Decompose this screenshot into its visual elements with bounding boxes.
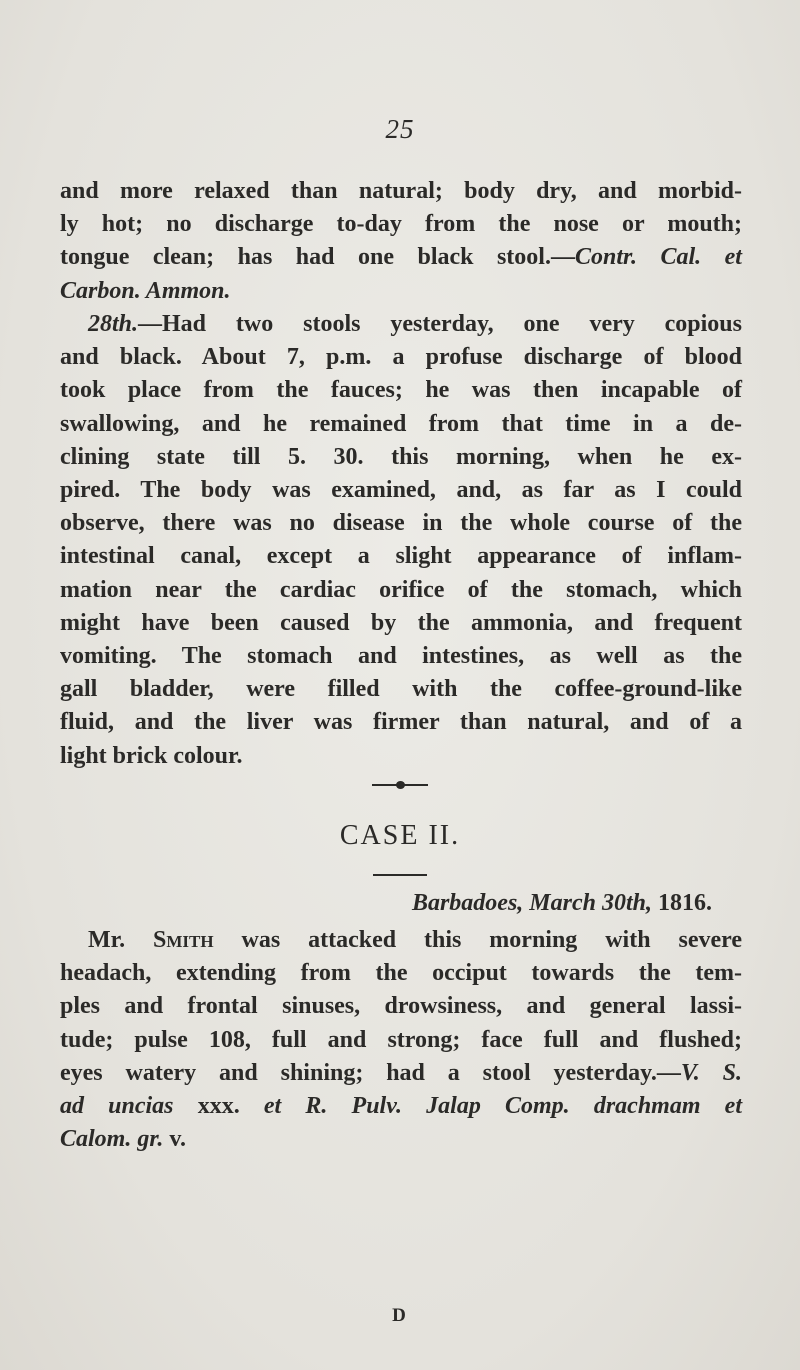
text-line: pired. The body was examined, and, as far as I could: [60, 477, 742, 504]
text-line: Calom. gr. v.: [60, 1126, 187, 1153]
text-line: swallowing, and he remained from that time in a de-: [60, 410, 742, 437]
section-ornament: [372, 781, 428, 789]
case-heading: CASE II.: [339, 820, 461, 851]
text-line: took place from the fauces; he was then incapable of: [60, 377, 742, 404]
text-line: and more relaxed than natural; body dry, and morbid-: [60, 178, 742, 204]
prescription-text: Carbon. Ammon.: [60, 277, 231, 304]
text-line: might have been caused by the ammonia, and frequent: [60, 609, 742, 636]
text-line: ples and frontal sinuses, drowsiness, and general lassi-: [60, 993, 742, 1020]
text-line: intestinal canal, except a slight appearance of inflam-: [60, 543, 742, 570]
text-line: eyes watery and shining; had a stool yesterday.—V. S.: [60, 1059, 743, 1086]
text-line: vomiting. The stomach and intestines, as well as the: [60, 643, 742, 670]
text-line: headach, extending from the occiput towards the tem-: [60, 960, 742, 987]
text-line: and black. About 7, p.m. a profuse discharge of blood: [60, 344, 742, 371]
patient-name: Smith: [153, 927, 214, 953]
case-ii-paragraph: [60, 924, 742, 1156]
text-line: ad uncias xxx. et R. Pulv. Jalap Comp. drachmam et: [60, 1093, 743, 1120]
text-line: 28th.—Had two stools yesterday, one very copious: [88, 311, 742, 337]
text-line: fluid, and the liver was firmer than natural, and of a: [60, 709, 742, 736]
case-dateline: Barbadoes, March 30th, 1816.: [411, 890, 712, 916]
text-line: Mr. Smith was attacked this morning with severe: [88, 927, 742, 953]
entry-date: 28th.: [88, 311, 139, 337]
text-line: mation near the cardiac orifice of the stomach, which: [60, 576, 742, 603]
text-line: tude; pulse 108, full and strong; face full and flushed;: [60, 1026, 742, 1053]
signature-mark: D: [392, 1305, 408, 1326]
text-line: gall bladder, were filled with the coffee-ground-like: [60, 676, 742, 703]
top-paragraph: [60, 175, 742, 308]
text-line: ly hot; no discharge to-day from the nose or mouth;: [60, 211, 742, 238]
text-line: clining state till 5. 30. this morning, when he ex-: [60, 443, 742, 470]
entry-28th-paragraph: [60, 308, 742, 773]
heading-rule: [373, 874, 427, 876]
prescription-text: Contr. Cal. et: [574, 244, 742, 271]
text-line: light brick colour.: [60, 742, 243, 769]
prescription-text: V. S.: [680, 1059, 743, 1086]
text-line: observe, there was no disease in the whole course of the: [60, 510, 742, 537]
page-number: 25: [385, 114, 415, 144]
text-line: tongue clean; has had one black stool.—Contr. Cal. et: [60, 244, 742, 271]
